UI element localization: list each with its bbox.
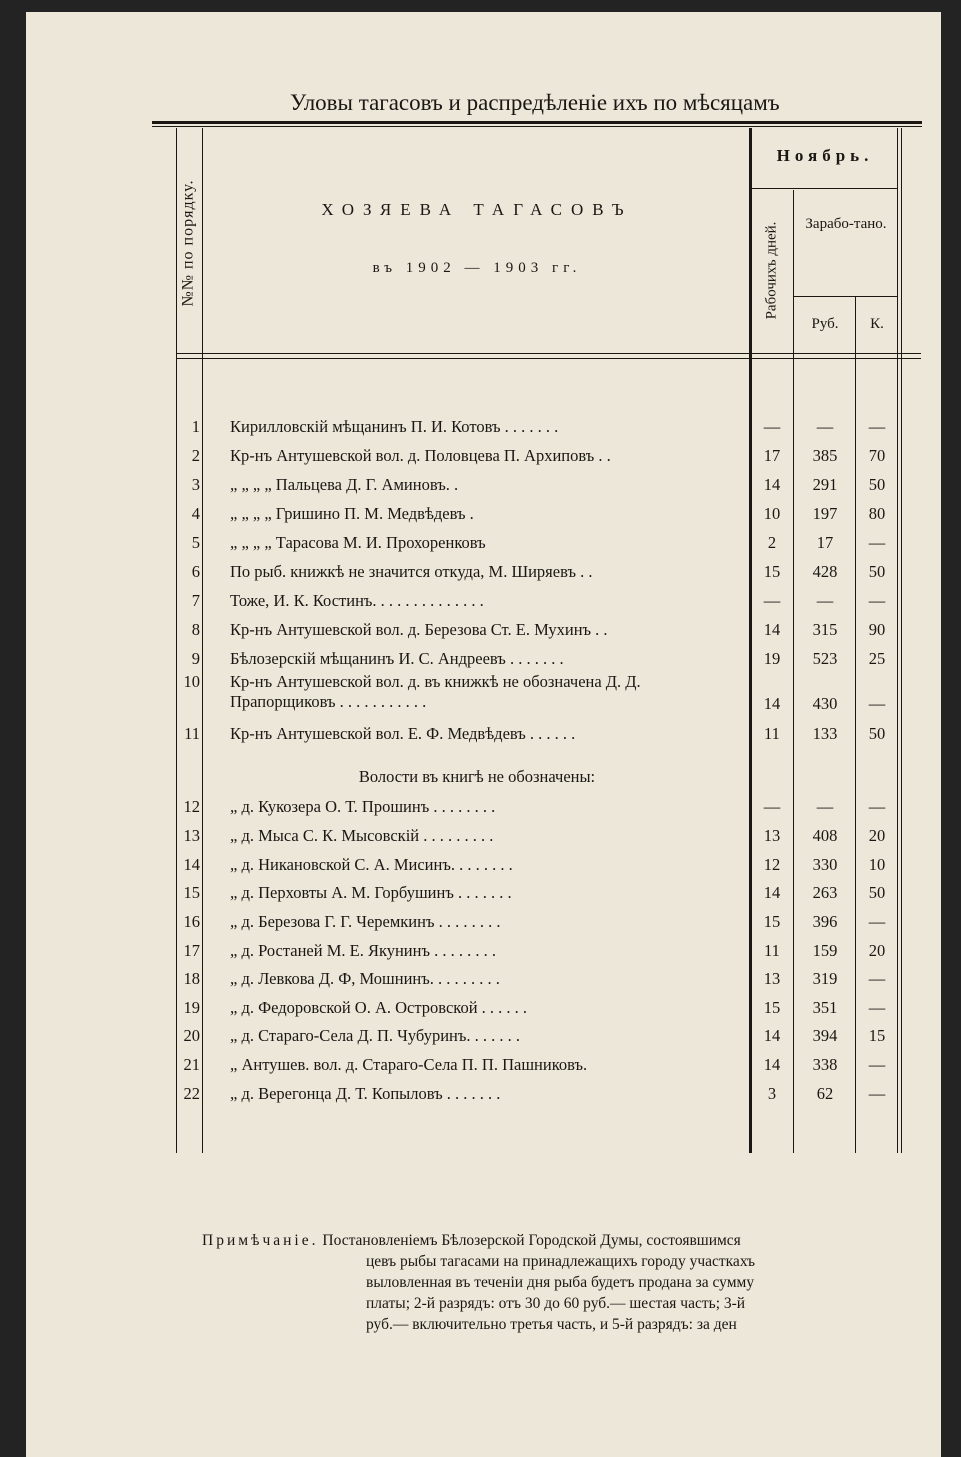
table-row xyxy=(176,645,896,673)
row-owner-name: „ д. Мыса С. К. Мысовскій . . . . . . . . . xyxy=(230,826,494,845)
row-days: 12 xyxy=(763,855,781,874)
row-days: 15 xyxy=(763,912,781,931)
row-number: 10 xyxy=(183,672,200,691)
row-owner-name: „ д. Ростаней М. Е. Якунинъ . . . . . . . . xyxy=(230,941,496,960)
row-kopecks: — xyxy=(868,591,886,610)
row-days: 11 xyxy=(764,941,780,960)
row-days: 15 xyxy=(763,998,781,1017)
row-number: 5 xyxy=(191,533,200,552)
row-owner-name: „ д. Верегонца Д. Т. Копыловъ . . . . . . . xyxy=(230,1084,501,1103)
row-number: 2 xyxy=(191,446,200,465)
row-days: 13 xyxy=(763,969,781,988)
footnote-label: Примѣчаніе. xyxy=(202,1232,319,1249)
row-days: 14 xyxy=(763,883,781,902)
row-number: 15 xyxy=(183,883,200,902)
row-rubles: 319 xyxy=(812,969,838,988)
row-rubles: — xyxy=(816,797,834,816)
row-kopecks: 90 xyxy=(868,620,886,639)
row-number: 16 xyxy=(183,912,200,931)
row-days: — xyxy=(763,797,781,816)
row-number: 13 xyxy=(183,826,200,845)
table-row xyxy=(176,1080,896,1108)
row-days: 3 xyxy=(767,1084,777,1103)
row-rubles: 263 xyxy=(812,883,838,902)
row-owner-name: Кр-нъ Антушевской вол. Е. Ф. Медвѣдевъ . . . . . . xyxy=(230,724,576,743)
header-rule-2 xyxy=(176,358,921,359)
row-rubles: 291 xyxy=(812,475,838,494)
row-owner-name: „ д. Федоровской О. А. Островской . . . . . . xyxy=(230,998,528,1017)
row-owner-name: „ „ „ „ Гришино П. М. Медвѣдевъ . xyxy=(230,504,474,523)
header-earned: Зарабо-тано. xyxy=(805,216,887,232)
header-kop: К. xyxy=(870,316,884,332)
row-kopecks: — xyxy=(868,1084,886,1103)
footnote-line: руб.— включительно третья часть, и 5-й разрядъ: за ден xyxy=(366,1316,737,1333)
row-kopecks: 20 xyxy=(868,826,886,845)
row-days: 17 xyxy=(763,446,781,465)
row-rubles: 351 xyxy=(812,998,838,1017)
earned-rule xyxy=(794,296,898,297)
table-row xyxy=(176,442,896,470)
title-rule xyxy=(152,121,922,124)
row-days: 19 xyxy=(763,649,781,668)
row-rubles: 159 xyxy=(812,941,838,960)
row-rubles: 408 xyxy=(812,826,838,845)
row-owner-name: Кр-нъ Антушевской вол. д. Половцева П. Архиповъ . . xyxy=(230,446,611,465)
row-kopecks: — xyxy=(868,912,886,931)
row-rubles: 17 xyxy=(816,533,834,552)
month-rule xyxy=(752,188,898,189)
table-border-right xyxy=(901,128,902,1153)
row-owner-name: Бѣлозерскій мѣщанинъ И. С. Андреевъ . . . . . . . xyxy=(230,649,564,668)
row-rubles: 523 xyxy=(812,649,838,668)
header-days: Рабочихъ дней. xyxy=(763,221,780,319)
row-rubles: 330 xyxy=(812,855,838,874)
row-days: 14 xyxy=(763,475,781,494)
row-owner-name: „ д. Перховты А. М. Горбушинъ . . . . . . . xyxy=(230,883,512,902)
row-kopecks: — xyxy=(868,694,886,713)
row-owner-name: Тоже, И. К. Костинъ. . . . . . . . . . . . . . xyxy=(230,591,484,610)
table-row xyxy=(176,587,896,615)
table-row xyxy=(176,413,896,441)
row-rubles: 394 xyxy=(812,1026,838,1045)
table-row xyxy=(176,965,896,993)
table-row xyxy=(176,529,896,557)
row-number: 19 xyxy=(183,998,200,1017)
footnote-line: выловленная въ теченіи дня рыба будетъ продана за сумму xyxy=(366,1274,755,1291)
table-row xyxy=(176,471,896,499)
row-kopecks: 20 xyxy=(868,941,886,960)
row-days: — xyxy=(763,417,781,436)
header-number: №№ по порядку. xyxy=(180,178,198,307)
row-number: 14 xyxy=(183,855,200,874)
row-rubles: 62 xyxy=(816,1084,834,1103)
header-years: въ 1902 — 1903 гг. xyxy=(372,260,582,276)
row-kopecks: 70 xyxy=(868,446,886,465)
row-owner-name: Кр-нъ Антушевской вол. д. Березова Ст. Е. Мухинъ . . xyxy=(230,620,608,639)
row-kopecks: — xyxy=(868,797,886,816)
table-row xyxy=(176,616,896,644)
row-owner-name: „ д. Стараго-Села Д. П. Чубуринъ. . . . . . . xyxy=(230,1026,521,1045)
row-days: 2 xyxy=(767,533,777,552)
row-days: 13 xyxy=(763,826,781,845)
row-rubles: 197 xyxy=(812,504,838,523)
row-number: 4 xyxy=(191,504,200,523)
row-kopecks: 50 xyxy=(868,724,886,743)
header-rule-1 xyxy=(176,353,921,354)
row-kopecks: 50 xyxy=(868,475,886,494)
row-days: 14 xyxy=(763,694,781,713)
row-number: 17 xyxy=(183,941,200,960)
header-owners: ХОЗЯЕВА ТАГАСОВЪ xyxy=(321,200,633,219)
table-row xyxy=(176,937,896,965)
row-number: 18 xyxy=(183,969,200,988)
table-row xyxy=(176,558,896,586)
row-number: 3 xyxy=(191,475,200,494)
table-row xyxy=(176,720,896,748)
row-kopecks: — xyxy=(868,417,886,436)
page-title: Уловы тагасовъ и распредѣленіе ихъ по мѣсяцамъ xyxy=(290,90,780,115)
footnote-line: цевъ рыбы тагасами на принадлежащихъ городу участкахъ xyxy=(366,1253,755,1270)
row-rubles: 133 xyxy=(812,724,838,743)
row-owner-name: По рыб. книжкѣ не значится откуда, М. Ширяевъ . . xyxy=(230,562,593,581)
row-rubles: 428 xyxy=(812,562,838,581)
row-number: 21 xyxy=(183,1055,200,1074)
row-owner-name: „ д. Никановской С. А. Мисинъ. . . . . . . . xyxy=(230,855,513,874)
row-days: 10 xyxy=(763,504,781,523)
footnote-first-line: Постановленіемъ Бѣлозерской Городской Думы, состоявшимся xyxy=(322,1232,741,1249)
table-row xyxy=(176,851,896,879)
row-number: 7 xyxy=(191,591,200,610)
title-rule-thin xyxy=(152,126,922,127)
row-kopecks: 80 xyxy=(868,504,886,523)
row-kopecks: 25 xyxy=(868,649,886,668)
footnote xyxy=(202,1230,892,1335)
row-rubles: 315 xyxy=(812,620,838,639)
table-row xyxy=(176,994,896,1022)
row-rubles: 396 xyxy=(812,912,838,931)
header-month: Ноябрь. xyxy=(776,146,874,165)
table-row xyxy=(176,908,896,936)
row-kopecks: — xyxy=(868,998,886,1017)
row-days: 14 xyxy=(763,1026,781,1045)
row-owner-name: „ Антушев. вол. д. Стараго-Села П. П. Пашниковъ. xyxy=(230,1055,588,1074)
row-number: 8 xyxy=(191,620,200,639)
row-kopecks: 50 xyxy=(868,562,886,581)
footnote-line: платы; 2-й разрядъ: отъ 30 до 60 руб.— шестая часть; 3-й xyxy=(366,1295,746,1312)
row-rubles: 338 xyxy=(812,1055,838,1074)
row-number: 12 xyxy=(183,797,200,816)
row-days: 14 xyxy=(763,1055,781,1074)
row-days: 15 xyxy=(763,562,781,581)
row-number: 9 xyxy=(191,649,200,668)
col-divider-kop xyxy=(897,128,898,1153)
row-owner-name: „ д. Кукозера О. Т. Прошинъ . . . . . . . . xyxy=(230,797,496,816)
row-rubles: 430 xyxy=(812,694,838,713)
section-label: Волости въ книгѣ не обозначены: xyxy=(358,767,596,786)
table-row xyxy=(176,1022,896,1050)
row-kopecks: 15 xyxy=(868,1026,886,1045)
row-owner-name: „ „ „ „ Пальцева Д. Г. Аминовъ. . xyxy=(230,475,459,494)
row-number: 1 xyxy=(191,417,200,436)
row-kopecks: — xyxy=(868,969,886,988)
table-row xyxy=(176,1051,896,1079)
row-rubles: — xyxy=(816,591,834,610)
row-rubles: 385 xyxy=(812,446,838,465)
row-owner-name: „ д. Левкова Д. Ф, Мошнинъ. . . . . . . . . xyxy=(230,969,500,988)
row-number: 20 xyxy=(183,1026,200,1045)
row-days: 14 xyxy=(763,620,781,639)
table-row xyxy=(176,793,896,821)
header-rub: Руб. xyxy=(811,316,839,332)
row-days: 11 xyxy=(764,724,780,743)
row-number: 22 xyxy=(183,1084,200,1103)
row-owner-name: „ д. Березова Г. Г. Черемкинъ . . . . . . . . xyxy=(230,912,501,931)
row-number: 11 xyxy=(184,724,200,743)
row-kopecks: 50 xyxy=(868,883,886,902)
row-owner-name: Кр-нъ Антушевской вол. д. въ книжкѣ не обозначена Д. Д. Прапорщиковъ . . . . . . . . . . . xyxy=(230,672,641,711)
row-days: — xyxy=(763,591,781,610)
table-row xyxy=(176,879,896,907)
row-owner-name: Кирилловскій мѣщанинъ П. И. Котовъ . . . . . . . xyxy=(230,417,559,436)
table-row xyxy=(176,822,896,850)
row-owner-name: „ „ „ „ Тарасова М. И. Прохоренковъ xyxy=(230,533,486,552)
table-row xyxy=(176,500,896,528)
row-kopecks: 10 xyxy=(868,855,886,874)
row-number: 6 xyxy=(191,562,200,581)
row-kopecks: — xyxy=(868,533,886,552)
row-rubles: — xyxy=(816,417,834,436)
row-kopecks: — xyxy=(868,1055,886,1074)
